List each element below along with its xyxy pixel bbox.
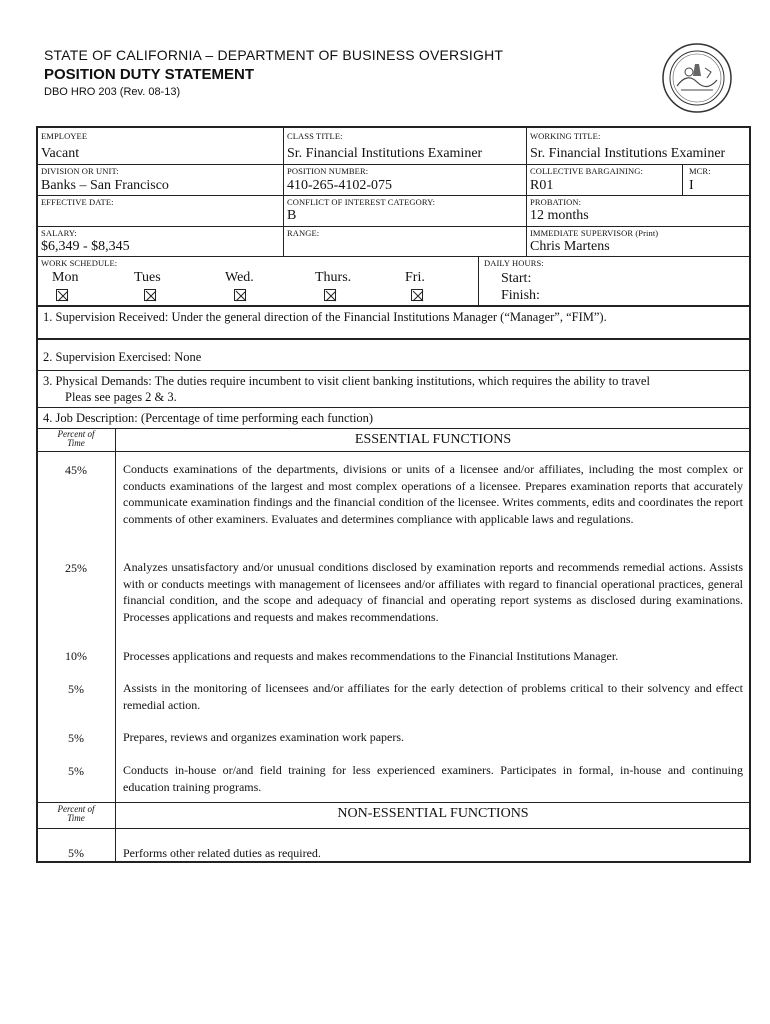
job-description-heading: 4. Job Description: (Percentage of time performing each function) bbox=[43, 411, 374, 425]
form-title: POSITION DUTY STATEMENT bbox=[44, 66, 255, 83]
class-title-value: Sr. Financial Institutions Examiner bbox=[287, 146, 483, 161]
supervision-received: 1. Supervision Received: Under the general direction of the Financial Institutions Manager (“Manager”, “FIM”). bbox=[43, 310, 607, 324]
essential-row-1-pct: 45% bbox=[65, 463, 87, 477]
essential-row-5-pct: 5% bbox=[68, 731, 84, 745]
essential-row-3-text: Processes applications and requests and makes recommendations to the Financial Institutions Manager. bbox=[123, 649, 619, 663]
collective-bargaining-value: R01 bbox=[530, 178, 554, 193]
finish-label: Finish: bbox=[501, 288, 540, 303]
day-mon: Mon bbox=[52, 270, 79, 285]
start-label: Start: bbox=[501, 271, 532, 286]
working-title-label: WORKING TITLE: bbox=[530, 131, 601, 141]
checkbox-mon[interactable] bbox=[56, 289, 68, 301]
essential-row-4-pct: 5% bbox=[68, 682, 84, 696]
mcr-value: I bbox=[689, 178, 694, 193]
physical-demands: 3. Physical Demands: The duties require incumbent to visit client banking institutions, which requires the ability to travel bbox=[43, 374, 650, 388]
collective-bargaining-label: COLLECTIVE BARGAINING: bbox=[530, 166, 643, 176]
day-thurs: Thurs. bbox=[315, 270, 352, 285]
non-essential-row-1-pct: 5% bbox=[68, 846, 84, 860]
employee-value: Vacant bbox=[41, 146, 80, 161]
essential-pct-header-1: Percent of bbox=[57, 429, 95, 439]
state-seal-icon bbox=[661, 42, 733, 114]
conflict-category-value: B bbox=[287, 208, 297, 223]
conflict-category-label: CONFLICT OF INTEREST CATEGORY: bbox=[287, 197, 436, 207]
non-essential-row-1-text: Performs other related duties as required. bbox=[123, 846, 321, 860]
essential-row-6-pct: 5% bbox=[68, 764, 84, 778]
division-value: Banks – San Francisco bbox=[41, 178, 169, 193]
salary-value: $6,349 - $8,345 bbox=[41, 239, 130, 254]
essential-row-6-text: Conducts in-house or/and field training for less experienced examiners. Participates in formal, in-house and continuing education training programs. bbox=[123, 763, 743, 794]
effective-date-label: EFFECTIVE DATE: bbox=[41, 197, 114, 207]
checkbox-fri[interactable] bbox=[411, 289, 423, 301]
probation-label: PROBATION: bbox=[530, 197, 582, 207]
supervision-exercised: 2. Supervision Exercised: None bbox=[43, 350, 202, 364]
essential-functions-heading: ESSENTIAL FUNCTIONS bbox=[354, 432, 512, 447]
probation-value: 12 months bbox=[530, 208, 589, 223]
daily-hours-label: DAILY HOURS: bbox=[484, 258, 544, 268]
form-id: DBO HRO 203 (Rev. 08-13) bbox=[44, 86, 181, 98]
mcr-label: MCR: bbox=[689, 166, 711, 176]
agency-name: STATE OF CALIFORNIA – DEPARTMENT OF BUSINESS OVERSIGHT bbox=[44, 47, 504, 63]
day-tues: Tues bbox=[134, 270, 161, 285]
supervisor-value: Chris Martens bbox=[530, 239, 610, 254]
work-schedule-label: WORK SCHEDULE: bbox=[41, 258, 118, 268]
essential-row-2-text: Analyzes unsatisfactory and/or unusual conditions disclosed by examination reports and recommends remedial actions. Assists with or conducts meetings with management of licensees and/or affiliates with regard to financial operational practices, general financial condition, and the scope and adequacy of financial and operating report systems as disclosed during examinations. Processes applications and requests and makes recommendations. bbox=[123, 560, 743, 624]
day-wed: Wed. bbox=[225, 270, 254, 285]
supervisor-label: IMMEDIATE SUPERVISOR (Print) bbox=[530, 228, 659, 238]
essential-row-4-text: Assists in the monitoring of licensees and/or affiliates for the early detection of problems critical to their solvency and effect remedial action. bbox=[123, 681, 743, 712]
non-essential-pct-header-1: Percent of bbox=[57, 804, 95, 814]
checkbox-wed[interactable] bbox=[234, 289, 246, 301]
non-essential-pct-header-2: Time bbox=[67, 813, 85, 823]
employee-label: EMPLOYEE bbox=[41, 131, 88, 141]
essential-row-3-pct: 10% bbox=[65, 649, 87, 663]
checkbox-thurs[interactable] bbox=[324, 289, 336, 301]
position-number-label: POSITION NUMBER: bbox=[287, 166, 369, 176]
physical-demands-note: Pleas see pages 2 & 3. bbox=[65, 390, 177, 404]
working-title-value: Sr. Financial Institutions Examiner bbox=[530, 146, 726, 161]
division-label: DIVISION OR UNIT: bbox=[41, 166, 119, 176]
essential-row-2-pct: 25% bbox=[65, 561, 87, 575]
salary-label: SALARY: bbox=[41, 228, 77, 238]
essential-row-1-text: Conducts examinations of the departments, divisions or units of a licensee and/or affiliates, including the most complex or conducts examinations of the largest and most complex operations of a licensee. Prepares examination reports that accurately communicate examination findings and the financial condition of the licensee. Writes comments, edits and coordinates the report comments of other examiners. Evaluates and determines compliance with applicable laws and regulations. bbox=[123, 462, 743, 526]
position-number-value: 410-265-4102-075 bbox=[287, 178, 392, 193]
checkbox-tues[interactable] bbox=[144, 289, 156, 301]
day-fri: Fri. bbox=[405, 270, 425, 285]
class-title-label: CLASS TITLE: bbox=[287, 131, 343, 141]
range-label: RANGE: bbox=[287, 228, 320, 238]
essential-row-5-text: Prepares, reviews and organizes examination work papers. bbox=[123, 730, 405, 744]
non-essential-functions-heading: NON-ESSENTIAL FUNCTIONS bbox=[337, 806, 529, 821]
essential-pct-header-2: Time bbox=[67, 438, 85, 448]
